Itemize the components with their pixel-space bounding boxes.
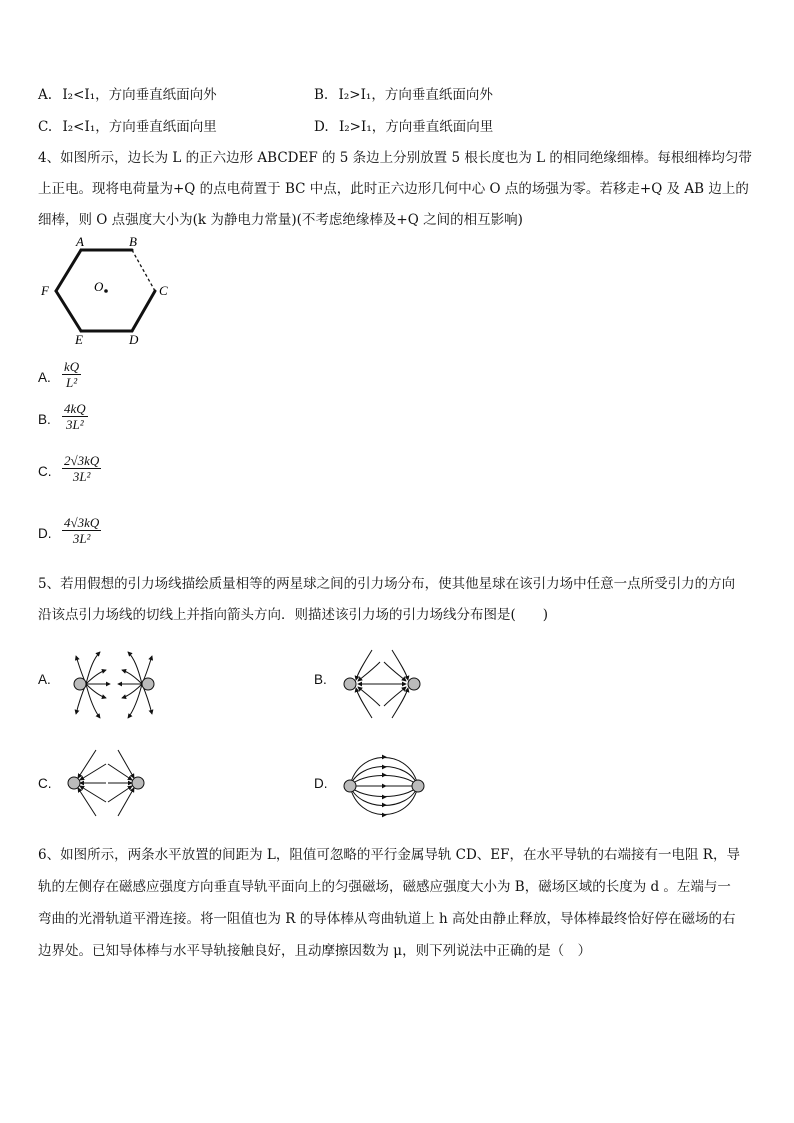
- q4-option-b-fraction: [62, 401, 88, 432]
- q5-option-d-letter[interactable]: D.: [314, 776, 328, 791]
- star-left: [344, 678, 356, 690]
- q4-option-d-numerator: 4√3kQ: [64, 515, 100, 530]
- star-right: [132, 777, 144, 789]
- star-left: [68, 777, 80, 789]
- q5-option-d-field-diagram: [336, 750, 432, 822]
- q3-option-d-letter: D.: [314, 119, 329, 135]
- q5-option-c-letter[interactable]: C.: [38, 776, 52, 791]
- star-right: [408, 678, 420, 690]
- q3-option-b-text: I₂>I₁，方向垂直纸面向外: [338, 87, 493, 103]
- q5-stem-line-1: 5、若用假想的引力场线描绘质量相等的两星球之间的引力场分布，使其他星球在该引力场中任意一点所受引力的方向: [38, 576, 736, 592]
- q4-hexagon-figure: [38, 232, 178, 348]
- q4-stem-line-3: 细棒，则 O 点强度大小为(k 为静电力常量)(不考虑绝缘棒及+Q 之间的相互影响): [38, 212, 523, 228]
- q3-option-c[interactable]: [38, 115, 217, 135]
- q3-option-a[interactable]: [38, 83, 217, 103]
- q4-stem-line-1: 4、如图所示，边长为 L 的正六边形 ABCDEF 的 5 条边上分别放置 5 根长度也为 L 的相同绝缘细棒。每根细棒均匀带: [38, 150, 752, 166]
- vertex-label-a: A: [76, 234, 84, 249]
- q4-option-a-fraction: [62, 359, 81, 390]
- q4-option-a-numerator: kQ: [64, 359, 80, 374]
- q3-option-d-text: I₂>I₁，方向垂直纸面向里: [338, 119, 494, 135]
- q3-option-b[interactable]: [314, 83, 493, 103]
- q5-option-c-field-diagram: [62, 746, 152, 822]
- hexagon-side-bc-dashed: [132, 250, 155, 291]
- star-right: [142, 678, 154, 690]
- q4-option-b-letter[interactable]: B.: [38, 412, 51, 427]
- vertex-label-d: D: [129, 332, 139, 347]
- q4-option-b-denominator: 3L²: [66, 417, 84, 432]
- q3-option-b-letter: B.: [314, 87, 329, 103]
- vertex-label-b: B: [129, 234, 137, 249]
- q4-option-c-fraction: [62, 453, 101, 484]
- q3-option-a-text: I₂<I₁，方向垂直纸面向外: [62, 87, 217, 103]
- q6-stem-line-1: 6、如图所示，两条水平放置的间距为 L，阻值可忽略的平行金属导轨 CD、EF，在水平导轨的右端接有一电阻 R，导: [38, 847, 740, 863]
- q3-option-c-text: I₂<I₁，方向垂直纸面向里: [62, 119, 217, 135]
- q3-option-d[interactable]: [314, 115, 493, 135]
- q4-option-d-letter[interactable]: D.: [38, 526, 52, 541]
- q4-option-c-denominator: 3L²: [72, 469, 91, 484]
- q6-stem-line-3: 弯曲的光滑轨道平滑连接。将一阻值也为 R 的导体棒从弯曲轨道上 h 高处由静止释放，导体棒最终恰好停在磁场的右: [38, 911, 736, 927]
- q4-option-c-numerator: 2√3kQ: [64, 453, 100, 468]
- q4-option-d-fraction: [62, 515, 101, 546]
- hexagon-side-cd: [132, 291, 155, 331]
- center-label-o: O: [94, 279, 104, 294]
- star-left: [74, 678, 86, 690]
- star-left: [344, 780, 356, 792]
- q6-stem-line-2: 轨的左侧存在磁感应强度方向垂直导轨平面向上的匀强磁场，磁感应强度大小为 B，磁场区域的长度为 d 。左端与一: [38, 879, 731, 895]
- vertex-label-f: F: [41, 283, 49, 298]
- hexagon-side-fe: [56, 291, 81, 331]
- q4-option-b-numerator: 4kQ: [64, 401, 86, 416]
- q4-option-a-denominator: L²: [66, 375, 78, 390]
- q5-option-a-letter[interactable]: A.: [38, 672, 51, 687]
- q5-stem-line-2: 沿该点引力场线的切线上并指向箭头方向．则描述该引力场的引力场线分布图是( ): [38, 607, 549, 623]
- q4-option-d-denominator: 3L²: [72, 531, 91, 546]
- q4-stem-line-2: 上正电。现将电荷量为+Q 的点电荷置于 BC 中点，此时正六边形几何中心 O 点的场强为零。若移走+Q 及 AB 边上的: [38, 181, 749, 197]
- q5-option-b-letter[interactable]: B.: [314, 672, 327, 687]
- q3-option-c-letter: C.: [38, 119, 53, 135]
- vertex-label-c: C: [159, 283, 168, 298]
- q5-option-b-field-diagram: [336, 646, 428, 722]
- vertex-label-e: E: [75, 332, 83, 347]
- star-right: [412, 780, 424, 792]
- hexagon-side-ef: [56, 250, 81, 291]
- center-point-o: [104, 289, 108, 293]
- q4-option-a-letter[interactable]: A.: [38, 370, 51, 385]
- q4-option-c-letter[interactable]: C.: [38, 464, 52, 479]
- q3-option-a-letter: A.: [38, 87, 53, 103]
- q6-stem-line-4: 边界处。已知导体棒与水平导轨接触良好，且动摩擦因数为 μ，则下列说法中正确的是（ ）: [38, 943, 592, 959]
- q5-option-a-field-diagram: [66, 648, 162, 724]
